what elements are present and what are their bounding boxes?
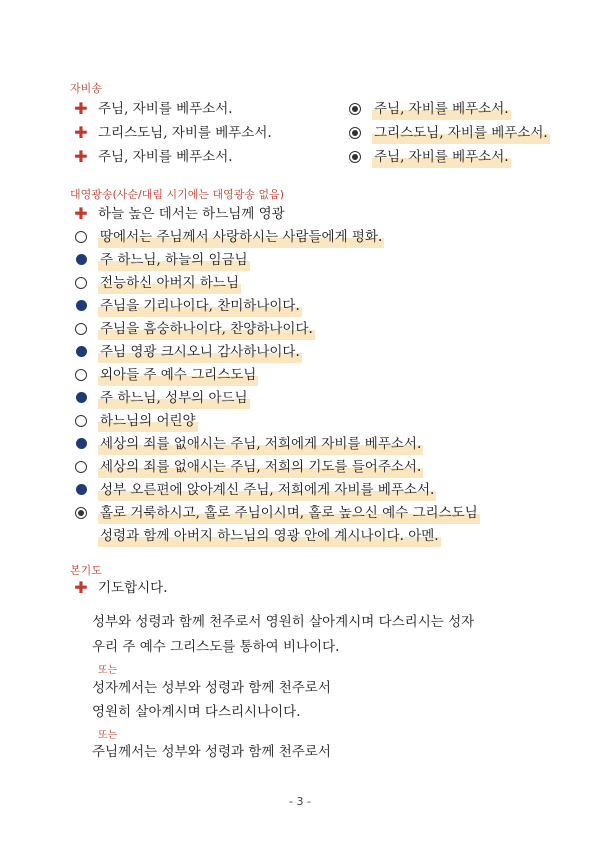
kyrie-response-3: 주님, 자비를 베푸소서. xyxy=(344,146,511,168)
cross-icon: ✚ xyxy=(74,123,88,142)
gloria-line-15: 성령과 함께 아버지 하느님의 영광 안에 계시나이다. 아멘. xyxy=(70,525,441,547)
collect-ending2-line1: 성자께서는 성부와 성령과 함께 천주로서 xyxy=(92,680,331,696)
gloria-line-4: 전능하신 아버지 하느님 xyxy=(70,272,241,294)
open-circle-icon xyxy=(75,323,87,335)
collect-intro: ✚ 기도합시다. xyxy=(70,577,168,599)
gloria-line-6: 주님을 흠숭하나이다, 찬양하나이다. xyxy=(70,318,315,340)
filled-circle-icon xyxy=(76,300,87,311)
gloria-line-11: 세상의 죄를 없애시는 주님, 저희에게 자비를 베푸소서. xyxy=(70,433,423,455)
cross-icon: ✚ xyxy=(74,578,88,597)
double-circle-icon xyxy=(75,507,87,519)
open-circle-icon xyxy=(75,415,87,427)
cross-icon: ✚ xyxy=(74,99,88,118)
gloria-line-7: 주님 영광 크시오니 감사하나이다. xyxy=(70,341,302,363)
kyrie-row-3 xyxy=(70,146,509,168)
double-circle-icon xyxy=(349,151,361,163)
kyrie-heading: 자비송 xyxy=(70,82,102,95)
open-circle-icon xyxy=(75,231,87,243)
collect-or-2: 또는 xyxy=(98,730,118,741)
double-circle-icon xyxy=(349,103,361,115)
kyrie-row-2 xyxy=(70,122,548,144)
gloria-line-13: 성부 오른편에 앉아계신 주님, 저희에게 자비를 베푸소서. xyxy=(70,479,436,501)
gloria-line-8: 외아들 주 예수 그리스도님 xyxy=(70,364,258,386)
kyrie-response-2: 그리스도님, 자비를 베푸소서. xyxy=(344,122,550,144)
open-circle-icon xyxy=(75,277,87,289)
gloria-line-12: 세상의 죄를 없애시는 주님, 저희의 기도를 들어주소서. xyxy=(70,456,423,478)
collect-ending2-line2: 영원히 살아계시며 다스리시나이다. xyxy=(92,704,301,720)
open-circle-icon xyxy=(75,461,87,473)
kyrie-priest-3: 주님, 자비를 베푸소서. xyxy=(98,149,233,165)
kyrie-response-1: 주님, 자비를 베푸소서. xyxy=(344,98,511,120)
gloria-line-1: ✚ 하늘 높은 데서는 하느님께 영광 xyxy=(70,203,285,225)
filled-circle-icon xyxy=(76,254,87,265)
filled-circle-icon xyxy=(76,438,87,449)
cross-icon: ✚ xyxy=(74,204,88,223)
cross-icon: ✚ xyxy=(74,147,88,166)
kyrie-row-1 xyxy=(70,98,509,120)
collect-or-1: 또는 xyxy=(98,665,118,676)
filled-circle-icon xyxy=(76,392,87,403)
collect-ending3-line1: 주님께서는 성부와 성령과 함께 천주로서 xyxy=(92,744,331,760)
collect-heading: 본기도 xyxy=(70,564,102,577)
page-number: - 3 - xyxy=(289,795,311,808)
collect-ending1-line2: 우리 주 예수 그리스도를 통하여 비나이다. xyxy=(92,639,340,655)
gloria-line-2: 땅에서는 주님께서 사랑하시는 사람들에게 평화. xyxy=(70,226,384,248)
gloria-line-14: 홀로 거룩하시고, 홀로 주님이시며, 홀로 높으신 예수 그리스도님 xyxy=(70,502,480,524)
open-circle-icon xyxy=(75,369,87,381)
gloria-heading: 대영광송(사순/대림 시기에는 대영광송 없음) xyxy=(70,188,285,201)
gloria-line-3: 주 하느님, 하늘의 임금님 xyxy=(70,249,250,271)
double-circle-icon xyxy=(349,127,361,139)
collect-ending1-line1: 성부와 성령과 함께 천주로서 영원히 살아계시며 다스리시는 성자 xyxy=(92,614,475,630)
kyrie-priest-1: 주님, 자비를 베푸소서. xyxy=(98,101,233,117)
gloria-line-5: 주님을 기리나이다, 찬미하나이다. xyxy=(70,295,302,317)
filled-circle-icon xyxy=(76,484,87,495)
kyrie-priest-2: 그리스도님, 자비를 베푸소서. xyxy=(98,125,272,141)
filled-circle-icon xyxy=(76,346,87,357)
gloria-line-10: 하느님의 어린양 xyxy=(70,410,198,432)
gloria-line-9: 주 하느님, 성부의 아드님 xyxy=(70,387,250,409)
